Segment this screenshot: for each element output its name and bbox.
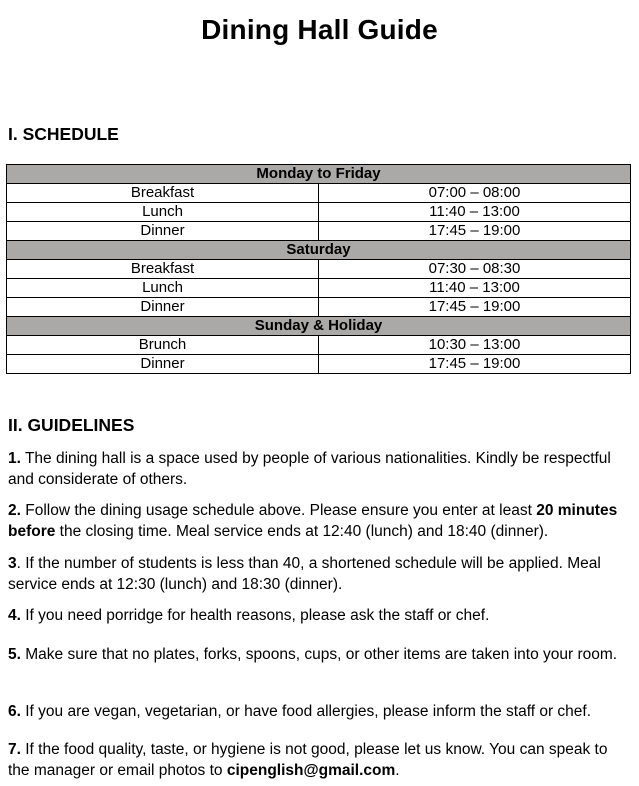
time-cell: 11:40 – 13:00 bbox=[319, 203, 631, 222]
guideline-text: The dining hall is a space used by people of various nationalities. Kindly be respectful and considerate of others. bbox=[8, 450, 611, 488]
table-row bbox=[7, 203, 631, 222]
table-row bbox=[7, 279, 631, 298]
guideline-number: 3 bbox=[8, 555, 17, 572]
time-cell: 17:45 – 19:00 bbox=[319, 298, 631, 317]
guideline-text: If you need porridge for health reasons, please ask the staff or chef. bbox=[20, 607, 490, 624]
guideline-item bbox=[8, 553, 632, 595]
table-row bbox=[7, 336, 631, 355]
guideline-text: If you are vegan, vegetarian, or have food allergies, please inform the staff or chef. bbox=[20, 703, 592, 720]
guideline-item bbox=[8, 448, 632, 490]
guideline-number: 2. bbox=[8, 502, 21, 519]
guidelines-heading: II. GUIDELINES bbox=[8, 415, 135, 435]
schedule-heading: I. SCHEDULE bbox=[8, 124, 119, 144]
meal-cell: Dinner bbox=[7, 222, 319, 241]
guideline-item bbox=[8, 644, 617, 665]
guideline-text: . bbox=[395, 762, 400, 779]
time-cell: 07:30 – 08:30 bbox=[319, 260, 631, 279]
guideline-text: the closing time. Meal service ends at 12:40 (lunch) and 18:40 (dinner). bbox=[55, 523, 549, 540]
guideline-number: 6. bbox=[8, 703, 21, 720]
group-name: Monday to Friday bbox=[7, 165, 631, 184]
guideline-number: 5. bbox=[8, 646, 21, 663]
group-name: Sunday & Holiday bbox=[7, 317, 631, 336]
schedule-table bbox=[6, 164, 631, 374]
schedule-group-header bbox=[7, 165, 631, 184]
time-cell: 07:00 – 08:00 bbox=[319, 184, 631, 203]
meal-cell: Dinner bbox=[7, 355, 319, 374]
guideline-text: Follow the dining usage schedule above. Please ensure you enter at least bbox=[20, 502, 537, 519]
meal-cell: Breakfast bbox=[7, 184, 319, 203]
guideline-text: Make sure that no plates, forks, spoons, cups, or other items are taken into your room. bbox=[20, 646, 618, 663]
meal-cell: Breakfast bbox=[7, 260, 319, 279]
table-row bbox=[7, 355, 631, 374]
time-cell: 17:45 – 19:00 bbox=[319, 222, 631, 241]
time-cell: 11:40 – 13:00 bbox=[319, 279, 631, 298]
guideline-number: 1. bbox=[8, 450, 21, 467]
meal-cell: Lunch bbox=[7, 203, 319, 222]
guideline-text: . If the number of students is less than 40, a shortened schedule will be applied. Meal service ends at 12:30 (lunch) and 18:30 (dinner). bbox=[8, 555, 601, 593]
schedule-group-header bbox=[7, 317, 631, 336]
guideline-item bbox=[8, 500, 632, 542]
guideline-item bbox=[8, 605, 489, 626]
guideline-item bbox=[8, 739, 632, 781]
contact-email: cipenglish@gmail.com bbox=[226, 762, 396, 779]
time-cell: 10:30 – 13:00 bbox=[319, 336, 631, 355]
time-cell: 17:45 – 19:00 bbox=[319, 355, 631, 374]
table-row bbox=[7, 298, 631, 317]
table-row bbox=[7, 184, 631, 203]
meal-cell: Brunch bbox=[7, 336, 319, 355]
guideline-number: 4. bbox=[8, 607, 21, 624]
guideline-text: If the food quality, taste, or hygiene is not good, please let us know. You can speak to the manager or email photos to bbox=[8, 741, 608, 779]
guideline-number: 7. bbox=[8, 741, 21, 758]
table-row bbox=[7, 260, 631, 279]
meal-cell: Dinner bbox=[7, 298, 319, 317]
schedule-group-header bbox=[7, 241, 631, 260]
guideline-emphasis: 20 minutes before bbox=[8, 502, 618, 540]
page-title: Dining Hall Guide bbox=[201, 14, 438, 45]
table-row bbox=[7, 222, 631, 241]
meal-cell: Lunch bbox=[7, 279, 319, 298]
guideline-item bbox=[8, 701, 591, 722]
group-name: Saturday bbox=[7, 241, 631, 260]
